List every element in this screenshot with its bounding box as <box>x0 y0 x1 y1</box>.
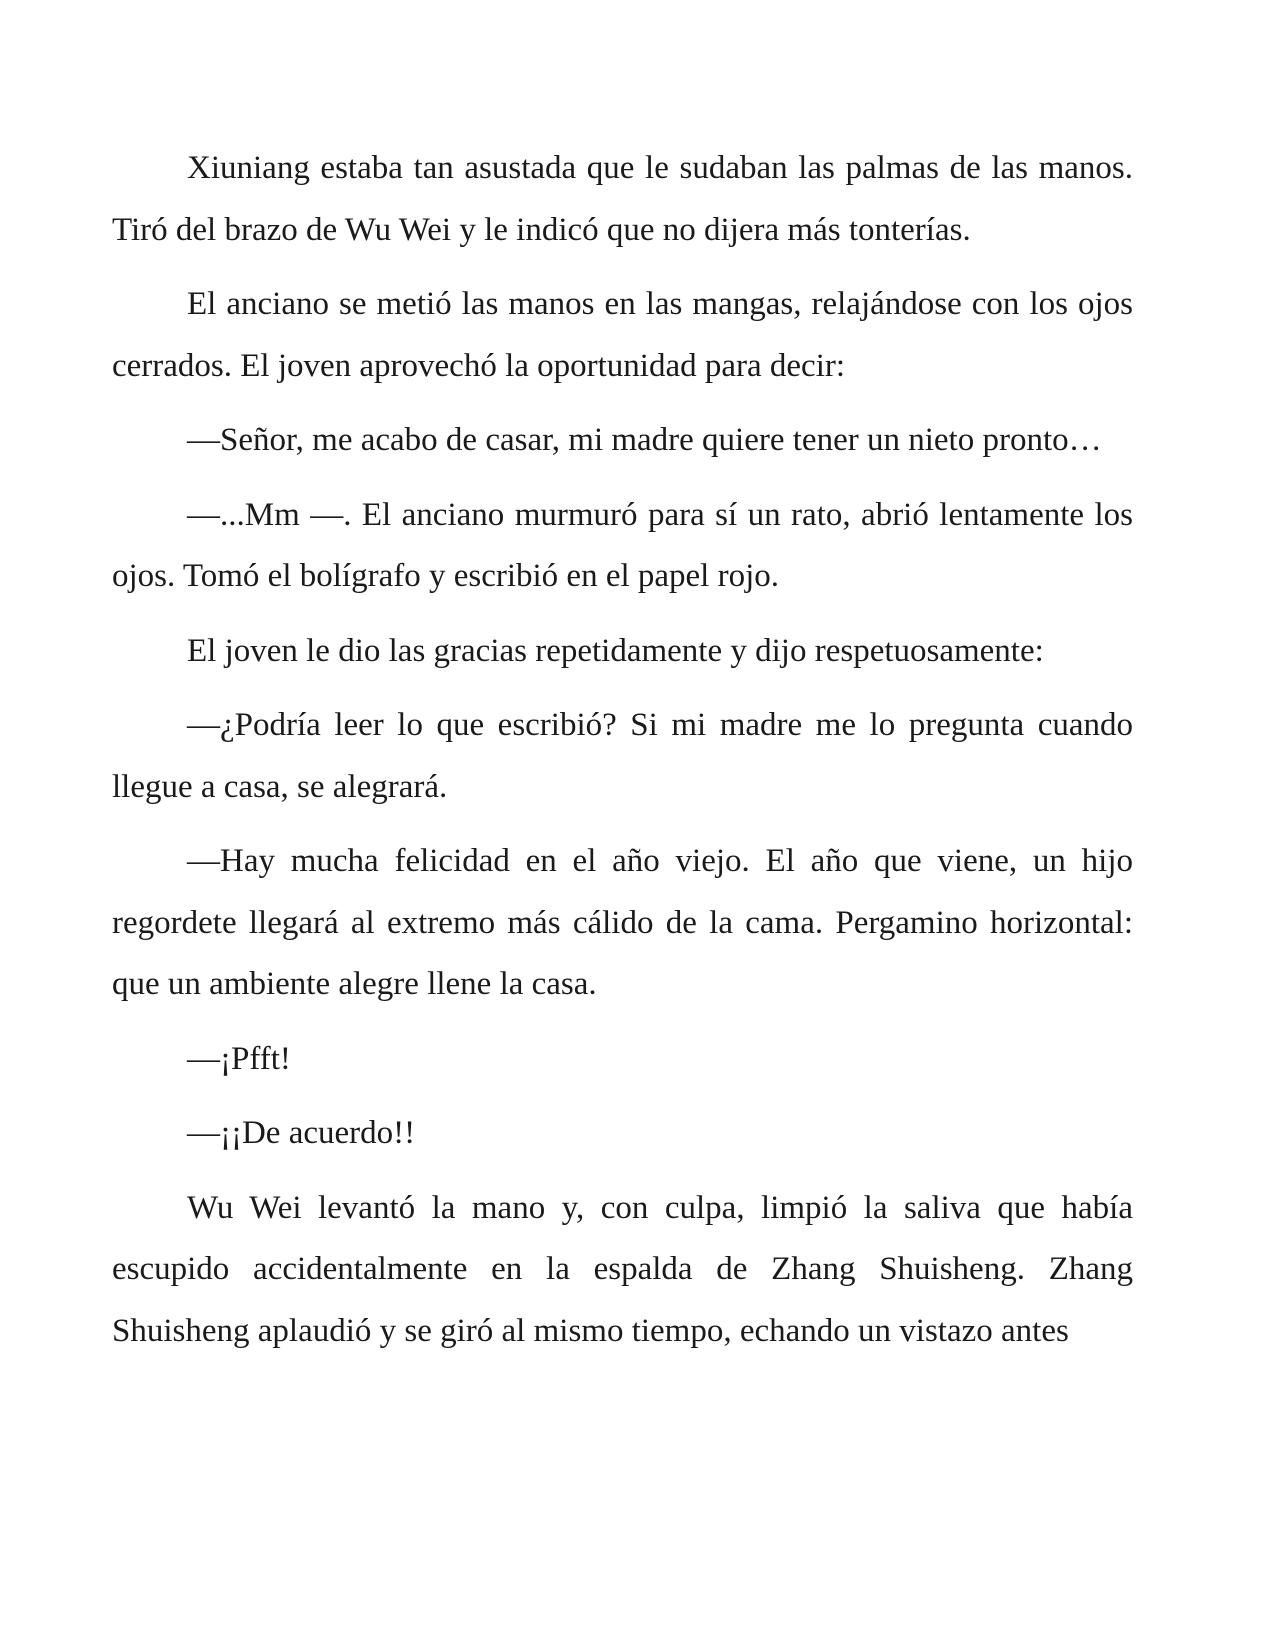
paragraph: —Señor, me acabo de casar, mi madre quiere tener un nieto pronto… <box>187 422 1102 458</box>
paragraph: —¡¡De acuerdo!! <box>187 1115 416 1151</box>
paragraph: —¡Pfft! <box>187 1040 291 1077</box>
paragraph: El anciano se metió las manos en las mangas, relajándose con los ojos cerrados. El joven aprovechó la oportunidad para decir: <box>112 286 1133 384</box>
paragraph: Wu Wei levantó la mano y, con culpa, limpió la saliva que había escupido accidentalmente en la espalda de Zhang Shuisheng. Zhang Shuisheng aplaudió y se giró al mismo tiempo, echando un vistazo antes <box>112 1189 1133 1349</box>
paragraph: El joven le dio las gracias repetidamente y dijo respetuosamente: <box>187 632 1044 669</box>
page-body <box>112 138 1133 1362</box>
paragraph: —¿Podría leer lo que escribió? Si mi madre me lo pregunta cuando llegue a casa, se alegrará. <box>112 707 1133 805</box>
paragraph: —...Mm —. El anciano murmuró para sí un rato, abrió lentamente los ojos. Tomó el bolígrafo y escribió en el papel rojo. <box>112 496 1133 594</box>
paragraph: Xiuniang estaba tan asustada que le sudaban las palmas de las manos. Tiró del brazo de Wu Wei y le indicó que no dijera más tonterías. <box>112 150 1133 248</box>
paragraph: —Hay mucha felicidad en el año viejo. El año que viene, un hijo regordete llegará al extremo más cálido de la cama. Pergamino horizontal: que un ambiente alegre llene la casa. <box>112 843 1133 1002</box>
